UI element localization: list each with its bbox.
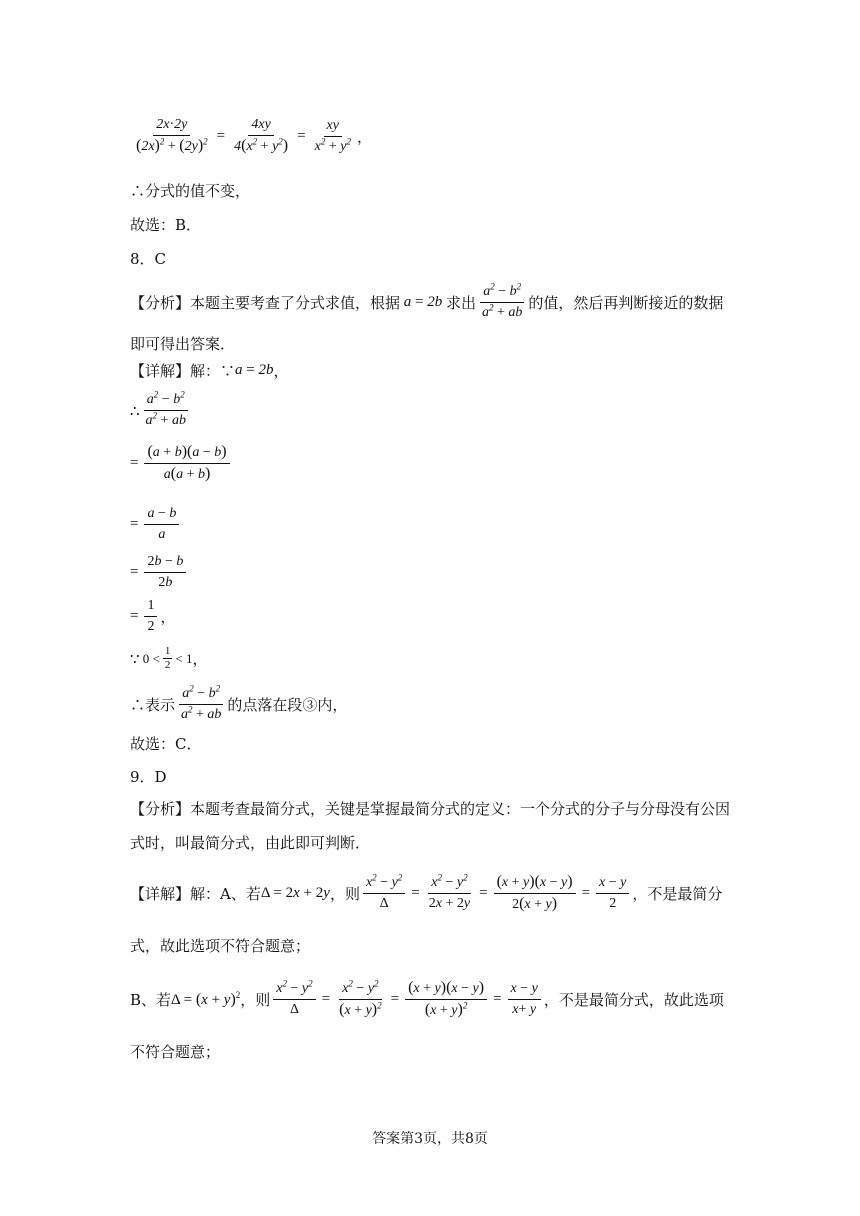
fraction: $\frac{a - b}{a}$ [144,504,179,545]
derivation-step: = $\frac{1}{2}$ ， [130,596,175,637]
answer-line: 故选：C． [130,735,202,753]
fraction: $\frac{1}{2}$ [164,645,171,671]
fraction: $\frac{a^2 - b^2}{a^2 + ab}$ [482,281,523,320]
derivation-step: = $\frac{2b - b}{2b}$ [130,552,189,593]
fraction: $\frac{x^2 - y^2}{2x + 2y}$ [428,872,471,911]
detail-text: 【详解】解：A、若 [130,885,261,903]
page-footer: 答案第3页，共8页 [372,1131,488,1147]
question-8-header: 8．C [130,250,167,268]
fraction: $\frac{1}{2}$ [144,596,157,637]
q8-point-line [130,684,347,725]
q8-analysis-line-1 [130,282,723,323]
because-symbol: ∵ [130,649,140,668]
therefore-symbol: ∴ [130,401,140,420]
analysis-text: 的值，然后再判断接近的数据 [528,294,724,312]
fraction: $\frac{(x + y)(x - y)}{2(x + y)}$ [494,872,576,915]
q9-detail-b-line-2: 不符合题意； [130,1043,221,1061]
equation: Δ = 2x + 2y [260,885,330,901]
text-line: ∴分式的值不变， [130,182,251,200]
derivation-step [130,390,192,431]
detail-text: ，不是最简分 [632,885,723,903]
fraction: $\frac{x^2 - y^2}{(x + y)^2}$ [339,977,382,1018]
fraction: $\frac{x^2 - y^2}{\Delta}$ [273,979,315,1020]
q9-detail-a: 【详解】解：A、若 Δ = 2x + 2y ，则 $\frac{x^2 - y^2}{\Delta}$ = $\frac{x^2 - y^2}{2x + 2y}$ = $\frac{(x + y)(x - y)}{2(x + y)}$ = $\frac{x - y}{2}$ ，不是最简分 [130,872,722,915]
equation: $\Delta = (x + y)^2$ [171,989,241,1008]
q9-analysis: 【分析】本题考查最简分式，关键是掌握最简分式的定义：一个分式的分子与分母没有公因式时，叫最简分式，由此即可判断． [130,800,731,852]
formula-line-1: $\frac{2x\cdot 2y}{(2x)^2 + (2y)^2}$ = $\frac{4xy}{4(x^2 + y^2)}$ = $\frac{xy}{x^2 + y^2}$ ， [130,115,372,157]
inequality-line: ∵ 0 < $\frac{1}{2}$ < 1 ， [130,645,208,671]
fraction: $\frac{x^2 - y^2}{\Delta}$ [363,873,405,914]
fraction: $\frac{4xy}{4(x^2 + y^2)}$ [234,117,289,154]
q8-detail-line: 【详解】解：∵ a = 2b ， [130,362,289,380]
fraction: $\frac{xy}{x^2 + y^2}$ [314,117,351,154]
point-text: 的点落在段③内， [227,696,348,714]
analysis-text: 求出 [445,294,476,312]
fraction: $\frac{(a + b)(a - b)}{a(a + b)}$ [144,442,229,485]
q9-detail-b: B、若 $\Delta = (x + y)^2$ ，则 $\frac{x^2 - y^2}{\Delta}$ = $\frac{x^2 - y^2}{(x + y)^2}$ = $\frac{(x + y)(x - y)}{(x + y)^2}$ = $\frac{x - y}{x+ y}$ ，不是最简分式，故此选项 [130,978,724,1021]
derivation-step: = $\frac{(a + b)(a - b)}{a(a + b)}$ [130,442,233,485]
detail-text: B、若 [130,991,172,1009]
point-text: ∴表示 [130,696,176,714]
answer-line: 故选：B． [130,216,202,234]
fraction: $\frac{2b - b}{2b}$ [144,552,186,593]
q8-analysis-line-2: 即可得出答案． [130,335,236,353]
equation: a = 2b [235,362,274,378]
fraction: $\frac{(x + y)(x - y)}{(x + y)^2}$ [405,978,487,1021]
detail-text: ，则 [329,885,360,903]
fraction: $\frac{x - y}{2}$ [596,873,629,914]
fraction: $\frac{2x\cdot 2y}{(2x)^2 + (2y)^2}$ [136,117,208,154]
fraction: $\frac{a^2 - b^2}{a^2 + ab}$ [181,683,222,722]
question-9-header: 9．D [130,768,167,786]
derivation-step: = $\frac{a - b}{a}$ [130,504,182,545]
detail-text: 【详解】解：∵ [130,362,236,380]
q9-detail-a-line-2: 式，故此选项不符合题意； [130,937,311,955]
analysis-text: 【分析】本题主要考查了分式求值，根据 [130,294,401,312]
detail-text: ，则 [240,991,271,1009]
fraction: $\frac{a^2 - b^2}{a^2 + ab}$ [145,389,186,428]
detail-text: ，不是最简分式，故此选项 [543,991,724,1009]
equation: a = 2b [400,294,446,310]
fraction: $\frac{x - y}{x+ y}$ [508,979,541,1020]
